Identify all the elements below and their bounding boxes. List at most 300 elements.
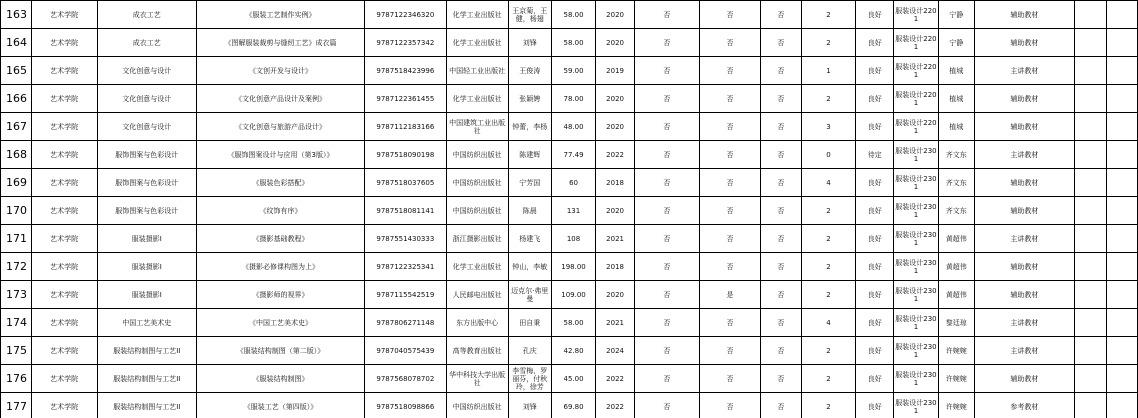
cell-publisher[interactable]: 化学工业出版社 [446,85,508,113]
cell-flag-3[interactable]: 否 [761,393,802,418]
cell-publisher[interactable]: 华中科技大学出版社 [446,365,508,393]
cell-class-name[interactable]: 服装设计2301 [894,281,938,309]
cell-blank-col-2[interactable] [1106,57,1137,85]
cell-price[interactable]: 59.00 [551,57,595,85]
cell-condition[interactable]: 良好 [856,253,894,281]
cell-course-name[interactable]: 成衣工艺 [97,29,196,57]
cell-flag-1[interactable]: 否 [634,29,699,57]
cell-course-name[interactable]: 文化创意与设计 [97,85,196,113]
cell-flag-2[interactable]: 否 [699,393,760,418]
cell-flag-1[interactable]: 否 [634,169,699,197]
cell-blank-col-1[interactable] [1075,113,1107,141]
cell-flag-3[interactable]: 否 [761,365,802,393]
cell-blank-col-2[interactable] [1106,281,1137,309]
cell-blank-col-2[interactable] [1106,337,1137,365]
cell-flag-3[interactable]: 否 [761,225,802,253]
cell-order-qty[interactable]: 4 [801,169,856,197]
cell-textbook-title[interactable]: 《摄影必修课构图为上》 [197,253,365,281]
table-row [1,225,1138,253]
cell-condition[interactable]: 良好 [856,309,894,337]
cell-textbook-type[interactable]: 辅助教材 [974,365,1074,393]
cell-blank-col-1[interactable] [1075,1,1107,29]
cell-teacher[interactable]: 宁静 [938,1,974,29]
cell-textbook-title[interactable]: 《摄影基础教程》 [197,225,365,253]
cell-textbook-type[interactable]: 辅助教材 [974,1,1074,29]
cell-row-number[interactable]: 169 [1,169,32,197]
cell-blank-col-2[interactable] [1106,141,1137,169]
cell-author[interactable]: 迈克尔·弗里曼 [508,281,551,309]
cell-price[interactable]: 77.49 [551,141,595,169]
cell-isbn[interactable]: 9787551430333 [365,225,447,253]
cell-college[interactable]: 艺术学院 [31,281,97,309]
cell-author[interactable]: 王京菊，王健，杨翅 [508,1,551,29]
cell-publisher[interactable]: 中国纺织出版社 [446,197,508,225]
cell-blank-col-2[interactable] [1106,309,1137,337]
cell-publish-year[interactable]: 2021 [596,225,635,253]
cell-flag-2[interactable]: 否 [699,197,760,225]
cell-isbn[interactable]: 9787122361455 [365,85,447,113]
cell-blank-col-2[interactable] [1106,113,1137,141]
cell-class-name[interactable]: 服装设计2201 [894,57,938,85]
cell-blank-col-1[interactable] [1075,85,1107,113]
cell-textbook-type[interactable]: 主讲教材 [974,225,1074,253]
cell-class-name[interactable]: 服装设计2301 [894,393,938,418]
cell-publisher[interactable]: 中国轻工业出版社 [446,57,508,85]
cell-order-qty[interactable]: 2 [801,225,856,253]
cell-publisher[interactable]: 浙江摄影出版社 [446,225,508,253]
cell-row-number[interactable]: 171 [1,225,32,253]
cell-textbook-type[interactable]: 主讲教材 [974,141,1074,169]
cell-flag-3[interactable]: 否 [761,29,802,57]
cell-blank-col-1[interactable] [1075,225,1107,253]
cell-textbook-type[interactable]: 辅助教材 [974,197,1074,225]
cell-college[interactable]: 艺术学院 [31,113,97,141]
cell-order-qty[interactable]: 2 [801,29,856,57]
cell-publish-year[interactable]: 2020 [596,85,635,113]
cell-order-qty[interactable]: 2 [801,393,856,418]
cell-row-number[interactable]: 170 [1,197,32,225]
cell-condition[interactable]: 良好 [856,169,894,197]
cell-flag-1[interactable]: 否 [634,337,699,365]
cell-isbn[interactable]: 9787112183166 [365,113,447,141]
cell-price[interactable]: 45.00 [551,365,595,393]
cell-flag-1[interactable]: 否 [634,141,699,169]
cell-publish-year[interactable]: 2024 [596,337,635,365]
cell-author[interactable]: 刘锋 [508,393,551,418]
cell-teacher[interactable]: 齐文东 [938,141,974,169]
cell-textbook-type[interactable]: 辅助教材 [974,85,1074,113]
table-row [1,309,1138,337]
cell-row-number[interactable]: 174 [1,309,32,337]
cell-textbook-type[interactable]: 辅助教材 [974,169,1074,197]
cell-college[interactable]: 艺术学院 [31,141,97,169]
cell-textbook-title[interactable]: 《图解服装裁剪与缝纫工艺》成衣篇 [197,29,365,57]
cell-order-qty[interactable]: 2 [801,253,856,281]
cell-row-number[interactable]: 177 [1,393,32,418]
cell-flag-1[interactable]: 否 [634,113,699,141]
cell-flag-1[interactable]: 否 [634,365,699,393]
cell-condition[interactable]: 良好 [856,281,894,309]
cell-class-name[interactable]: 服装设计2301 [894,365,938,393]
cell-class-name[interactable]: 服装设计2301 [894,197,938,225]
cell-publish-year[interactable]: 2021 [596,309,635,337]
table-row [1,197,1138,225]
table-row [1,57,1138,85]
cell-course-name[interactable]: 服装摄影I [97,225,196,253]
cell-textbook-type[interactable]: 主讲教材 [974,337,1074,365]
cell-flag-1[interactable]: 否 [634,253,699,281]
cell-publish-year[interactable]: 2020 [596,1,635,29]
table-body [1,1,1138,418]
cell-flag-2[interactable]: 否 [699,141,760,169]
cell-course-name[interactable]: 服饰图案与色彩设计 [97,169,196,197]
cell-textbook-title[interactable]: 《服装色彩搭配》 [197,169,365,197]
cell-flag-2[interactable]: 否 [699,57,760,85]
cell-course-name[interactable]: 服装结构制图与工艺II [97,337,196,365]
cell-author[interactable]: 钟蕾，李杨 [508,113,551,141]
cell-flag-3[interactable]: 否 [761,197,802,225]
cell-teacher[interactable]: 齐文东 [938,197,974,225]
cell-blank-col-1[interactable] [1075,57,1107,85]
cell-price[interactable]: 42.80 [551,337,595,365]
cell-class-name[interactable]: 服装设计2301 [894,253,938,281]
cell-blank-col-1[interactable] [1075,197,1107,225]
cell-teacher[interactable]: 许婉婉 [938,365,974,393]
cell-order-qty[interactable]: 2 [801,1,856,29]
cell-price[interactable]: 58.00 [551,1,595,29]
cell-course-name[interactable]: 服装摄影I [97,253,196,281]
cell-class-name[interactable]: 服装设计2301 [894,337,938,365]
cell-author[interactable]: 田自秉 [508,309,551,337]
cell-textbook-title[interactable]: 《文创开发与设计》 [197,57,365,85]
cell-flag-3[interactable]: 否 [761,57,802,85]
cell-college[interactable]: 艺术学院 [31,197,97,225]
cell-course-name[interactable]: 文化创意与设计 [97,57,196,85]
cell-college[interactable]: 艺术学院 [31,57,97,85]
cell-condition[interactable]: 良好 [856,85,894,113]
cell-isbn[interactable]: 9787122325341 [365,253,447,281]
cell-author[interactable]: 王俊涛 [508,57,551,85]
cell-textbook-type[interactable]: 辅助教材 [974,253,1074,281]
cell-price[interactable]: 198.00 [551,253,595,281]
cell-order-qty[interactable]: 2 [801,365,856,393]
cell-flag-3[interactable]: 否 [761,253,802,281]
cell-row-number[interactable]: 172 [1,253,32,281]
cell-order-qty[interactable]: 2 [801,281,856,309]
cell-textbook-type[interactable]: 参考教材 [974,393,1074,418]
cell-course-name[interactable]: 服装结构制图与工艺II [97,393,196,418]
cell-blank-col-1[interactable] [1075,29,1107,57]
cell-flag-2[interactable]: 否 [699,113,760,141]
cell-flag-2[interactable]: 否 [699,337,760,365]
cell-row-number[interactable]: 168 [1,141,32,169]
cell-flag-3[interactable]: 否 [761,1,802,29]
cell-textbook-title[interactable]: 《服装结构制图》 [197,365,365,393]
cell-college[interactable]: 艺术学院 [31,309,97,337]
cell-class-name[interactable]: 服装设计2301 [894,309,938,337]
cell-condition[interactable]: 良好 [856,365,894,393]
cell-publish-year[interactable]: 2019 [596,57,635,85]
cell-row-number[interactable]: 165 [1,57,32,85]
cell-order-qty[interactable]: 2 [801,337,856,365]
cell-price[interactable]: 58.00 [551,309,595,337]
table-row [1,393,1138,418]
cell-flag-1[interactable]: 否 [634,57,699,85]
cell-row-number[interactable]: 164 [1,29,32,57]
cell-course-name[interactable]: 服饰图案与色彩设计 [97,141,196,169]
cell-teacher[interactable]: 黎廷琼 [938,309,974,337]
cell-college[interactable]: 艺术学院 [31,169,97,197]
cell-isbn[interactable]: 9787806271148 [365,309,447,337]
cell-flag-2[interactable]: 是 [699,281,760,309]
table-row [1,365,1138,393]
cell-textbook-type[interactable]: 辅助教材 [974,281,1074,309]
cell-teacher[interactable]: 许婉婉 [938,393,974,418]
cell-price[interactable]: 131 [551,197,595,225]
cell-publisher[interactable]: 高等教育出版社 [446,337,508,365]
cell-teacher[interactable]: 许婉婉 [938,337,974,365]
cell-row-number[interactable]: 176 [1,365,32,393]
cell-class-name[interactable]: 服装设计2201 [894,1,938,29]
table-row [1,337,1138,365]
cell-teacher[interactable]: 植城 [938,85,974,113]
cell-blank-col-1[interactable] [1075,253,1107,281]
cell-college[interactable]: 艺术学院 [31,85,97,113]
cell-row-number[interactable]: 173 [1,281,32,309]
cell-blank-col-2[interactable] [1106,197,1137,225]
cell-condition[interactable]: 良好 [856,57,894,85]
cell-flag-3[interactable]: 否 [761,281,802,309]
cell-teacher[interactable]: 黄超伟 [938,253,974,281]
cell-price[interactable]: 108 [551,225,595,253]
cell-class-name[interactable]: 服装设计2301 [894,141,938,169]
cell-textbook-title[interactable]: 《服饰图案设计与应用（第3版）》 [197,141,365,169]
cell-author[interactable]: 陈建辉 [508,141,551,169]
cell-isbn[interactable]: 9787518423996 [365,57,447,85]
cell-author[interactable]: 陈晨 [508,197,551,225]
cell-blank-col-2[interactable] [1106,1,1137,29]
cell-flag-2[interactable]: 否 [699,309,760,337]
table-row [1,253,1138,281]
cell-author[interactable]: 钟山，李敏 [508,253,551,281]
cell-class-name[interactable]: 服装设计2301 [894,225,938,253]
cell-author[interactable]: 刘锋 [508,29,551,57]
cell-price[interactable]: 69.80 [551,393,595,418]
cell-blank-col-1[interactable] [1075,309,1107,337]
cell-flag-2[interactable]: 否 [699,253,760,281]
cell-college[interactable]: 艺术学院 [31,393,97,418]
cell-textbook-type[interactable]: 辅助教材 [974,113,1074,141]
cell-flag-3[interactable]: 否 [761,309,802,337]
cell-flag-2[interactable]: 否 [699,169,760,197]
table-row [1,169,1138,197]
cell-condition[interactable]: 良好 [856,1,894,29]
cell-order-qty[interactable]: 2 [801,85,856,113]
cell-flag-1[interactable]: 否 [634,85,699,113]
cell-class-name[interactable]: 服装设计2201 [894,113,938,141]
cell-flag-2[interactable]: 否 [699,225,760,253]
cell-row-number[interactable]: 167 [1,113,32,141]
cell-college[interactable]: 艺术学院 [31,1,97,29]
cell-isbn[interactable]: 9787518098866 [365,393,447,418]
cell-publisher[interactable]: 中国建筑工业出版社 [446,113,508,141]
cell-isbn[interactable]: 9787122346320 [365,1,447,29]
cell-flag-3[interactable]: 否 [761,169,802,197]
cell-textbook-title[interactable]: 《纹饰有序》 [197,197,365,225]
cell-isbn[interactable]: 9787122357342 [365,29,447,57]
cell-blank-col-1[interactable] [1075,337,1107,365]
cell-isbn[interactable]: 9787518081141 [365,197,447,225]
cell-college[interactable]: 艺术学院 [31,253,97,281]
cell-isbn[interactable]: 9787040575439 [365,337,447,365]
cell-flag-1[interactable]: 否 [634,1,699,29]
cell-blank-col-2[interactable] [1106,393,1137,418]
cell-isbn[interactable]: 9787518090198 [365,141,447,169]
cell-flag-2[interactable]: 否 [699,85,760,113]
cell-textbook-title[interactable]: 《文化创意产品设计及案例》 [197,85,365,113]
cell-teacher[interactable]: 宁静 [938,29,974,57]
cell-course-name[interactable]: 中国工艺美术史 [97,309,196,337]
cell-course-name[interactable]: 文化创意与设计 [97,113,196,141]
cell-condition[interactable]: 良好 [856,113,894,141]
cell-teacher[interactable]: 黄超伟 [938,281,974,309]
cell-textbook-title[interactable]: 《服装结构制图（第二版）》 [197,337,365,365]
cell-author[interactable]: 杨建飞 [508,225,551,253]
cell-textbook-type[interactable]: 主讲教材 [974,57,1074,85]
cell-teacher[interactable]: 植城 [938,113,974,141]
cell-class-name[interactable]: 服装设计2201 [894,29,938,57]
table-row [1,85,1138,113]
cell-textbook-type[interactable]: 主讲教材 [974,309,1074,337]
cell-textbook-title[interactable]: 《中国工艺美术史》 [197,309,365,337]
cell-publisher[interactable]: 中国纺织出版社 [446,169,508,197]
cell-author[interactable]: 孔庆 [508,337,551,365]
cell-class-name[interactable]: 服装设计2201 [894,85,938,113]
cell-blank-col-2[interactable] [1106,169,1137,197]
cell-blank-col-1[interactable] [1075,169,1107,197]
cell-price[interactable]: 60 [551,169,595,197]
cell-flag-1[interactable]: 否 [634,393,699,418]
table-row [1,113,1138,141]
cell-order-qty[interactable]: 4 [801,309,856,337]
cell-publisher[interactable]: 化学工业出版社 [446,253,508,281]
cell-flag-2[interactable]: 否 [699,29,760,57]
cell-condition[interactable]: 良好 [856,337,894,365]
cell-flag-1[interactable]: 否 [634,225,699,253]
cell-price[interactable]: 109.00 [551,281,595,309]
cell-flag-3[interactable]: 否 [761,337,802,365]
cell-publish-year[interactable]: 2022 [596,365,635,393]
cell-publish-year[interactable]: 2018 [596,253,635,281]
cell-publisher[interactable]: 人民邮电出版社 [446,281,508,309]
cell-college[interactable]: 艺术学院 [31,225,97,253]
cell-blank-col-2[interactable] [1106,253,1137,281]
cell-course-name[interactable]: 服装结构制图与工艺II [97,365,196,393]
cell-isbn[interactable]: 9787518037605 [365,169,447,197]
cell-blank-col-2[interactable] [1106,225,1137,253]
cell-blank-col-1[interactable] [1075,281,1107,309]
cell-teacher[interactable]: 齐文东 [938,169,974,197]
cell-course-name[interactable]: 服装摄影I [97,281,196,309]
cell-author[interactable]: 李雪梅，罗丽芬，付秋玲，徐芳 [508,365,551,393]
cell-order-qty[interactable]: 0 [801,141,856,169]
cell-flag-3[interactable]: 否 [761,85,802,113]
table-row [1,141,1138,169]
cell-condition[interactable]: 待定 [856,141,894,169]
cell-publish-year[interactable]: 2022 [596,393,635,418]
cell-author[interactable]: 宁芳国 [508,169,551,197]
cell-publish-year[interactable]: 2020 [596,29,635,57]
cell-flag-3[interactable]: 否 [761,113,802,141]
cell-blank-col-2[interactable] [1106,85,1137,113]
cell-isbn[interactable]: 9787115542519 [365,281,447,309]
cell-price[interactable]: 58.00 [551,29,595,57]
cell-publisher[interactable]: 东方出版中心 [446,309,508,337]
cell-flag-1[interactable]: 否 [634,197,699,225]
cell-condition[interactable]: 良好 [856,225,894,253]
cell-row-number[interactable]: 163 [1,1,32,29]
table-row [1,1,1138,29]
cell-textbook-title[interactable]: 《文化创意与旅游产品设计》 [197,113,365,141]
cell-flag-2[interactable]: 否 [699,1,760,29]
cell-condition[interactable]: 良好 [856,393,894,418]
cell-blank-col-1[interactable] [1075,141,1107,169]
cell-blank-col-2[interactable] [1106,365,1137,393]
cell-publish-year[interactable]: 2018 [596,169,635,197]
cell-row-number[interactable]: 175 [1,337,32,365]
cell-publish-year[interactable]: 2020 [596,197,635,225]
cell-course-name[interactable]: 成衣工艺 [97,1,196,29]
cell-blank-col-1[interactable] [1075,393,1107,418]
cell-publish-year[interactable]: 2022 [596,141,635,169]
cell-class-name[interactable]: 服装设计2301 [894,169,938,197]
cell-price[interactable]: 48.00 [551,113,595,141]
cell-publisher[interactable]: 中国纺织出版社 [446,393,508,418]
cell-blank-col-2[interactable] [1106,29,1137,57]
cell-author[interactable]: 张颖娉 [508,85,551,113]
cell-textbook-title[interactable]: 《摄影师的视界》 [197,281,365,309]
cell-teacher[interactable]: 植城 [938,57,974,85]
cell-condition[interactable]: 良好 [856,197,894,225]
cell-college[interactable]: 艺术学院 [31,365,97,393]
cell-publish-year[interactable]: 2020 [596,113,635,141]
cell-course-name[interactable]: 服饰图案与色彩设计 [97,197,196,225]
cell-order-qty[interactable]: 2 [801,197,856,225]
cell-flag-1[interactable]: 否 [634,309,699,337]
cell-order-qty[interactable]: 3 [801,113,856,141]
cell-college[interactable]: 艺术学院 [31,337,97,365]
cell-order-qty[interactable]: 1 [801,57,856,85]
cell-college[interactable]: 艺术学院 [31,29,97,57]
cell-flag-1[interactable]: 否 [634,281,699,309]
cell-publisher[interactable]: 化学工业出版社 [446,29,508,57]
cell-condition[interactable]: 良好 [856,29,894,57]
cell-publisher[interactable]: 化学工业出版社 [446,1,508,29]
cell-textbook-type[interactable]: 辅助教材 [974,29,1074,57]
cell-teacher[interactable]: 黄超伟 [938,225,974,253]
cell-publisher[interactable]: 中国纺织出版社 [446,141,508,169]
cell-price[interactable]: 78.00 [551,85,595,113]
cell-publish-year[interactable]: 2020 [596,281,635,309]
cell-textbook-title[interactable]: 《服装工艺（第四版）》 [197,393,365,418]
cell-flag-3[interactable]: 否 [761,141,802,169]
table-row [1,281,1138,309]
cell-blank-col-1[interactable] [1075,365,1107,393]
cell-row-number[interactable]: 166 [1,85,32,113]
cell-isbn[interactable]: 9787568078702 [365,365,447,393]
cell-textbook-title[interactable]: 《服装工艺制作实例》 [197,1,365,29]
cell-flag-2[interactable]: 否 [699,365,760,393]
